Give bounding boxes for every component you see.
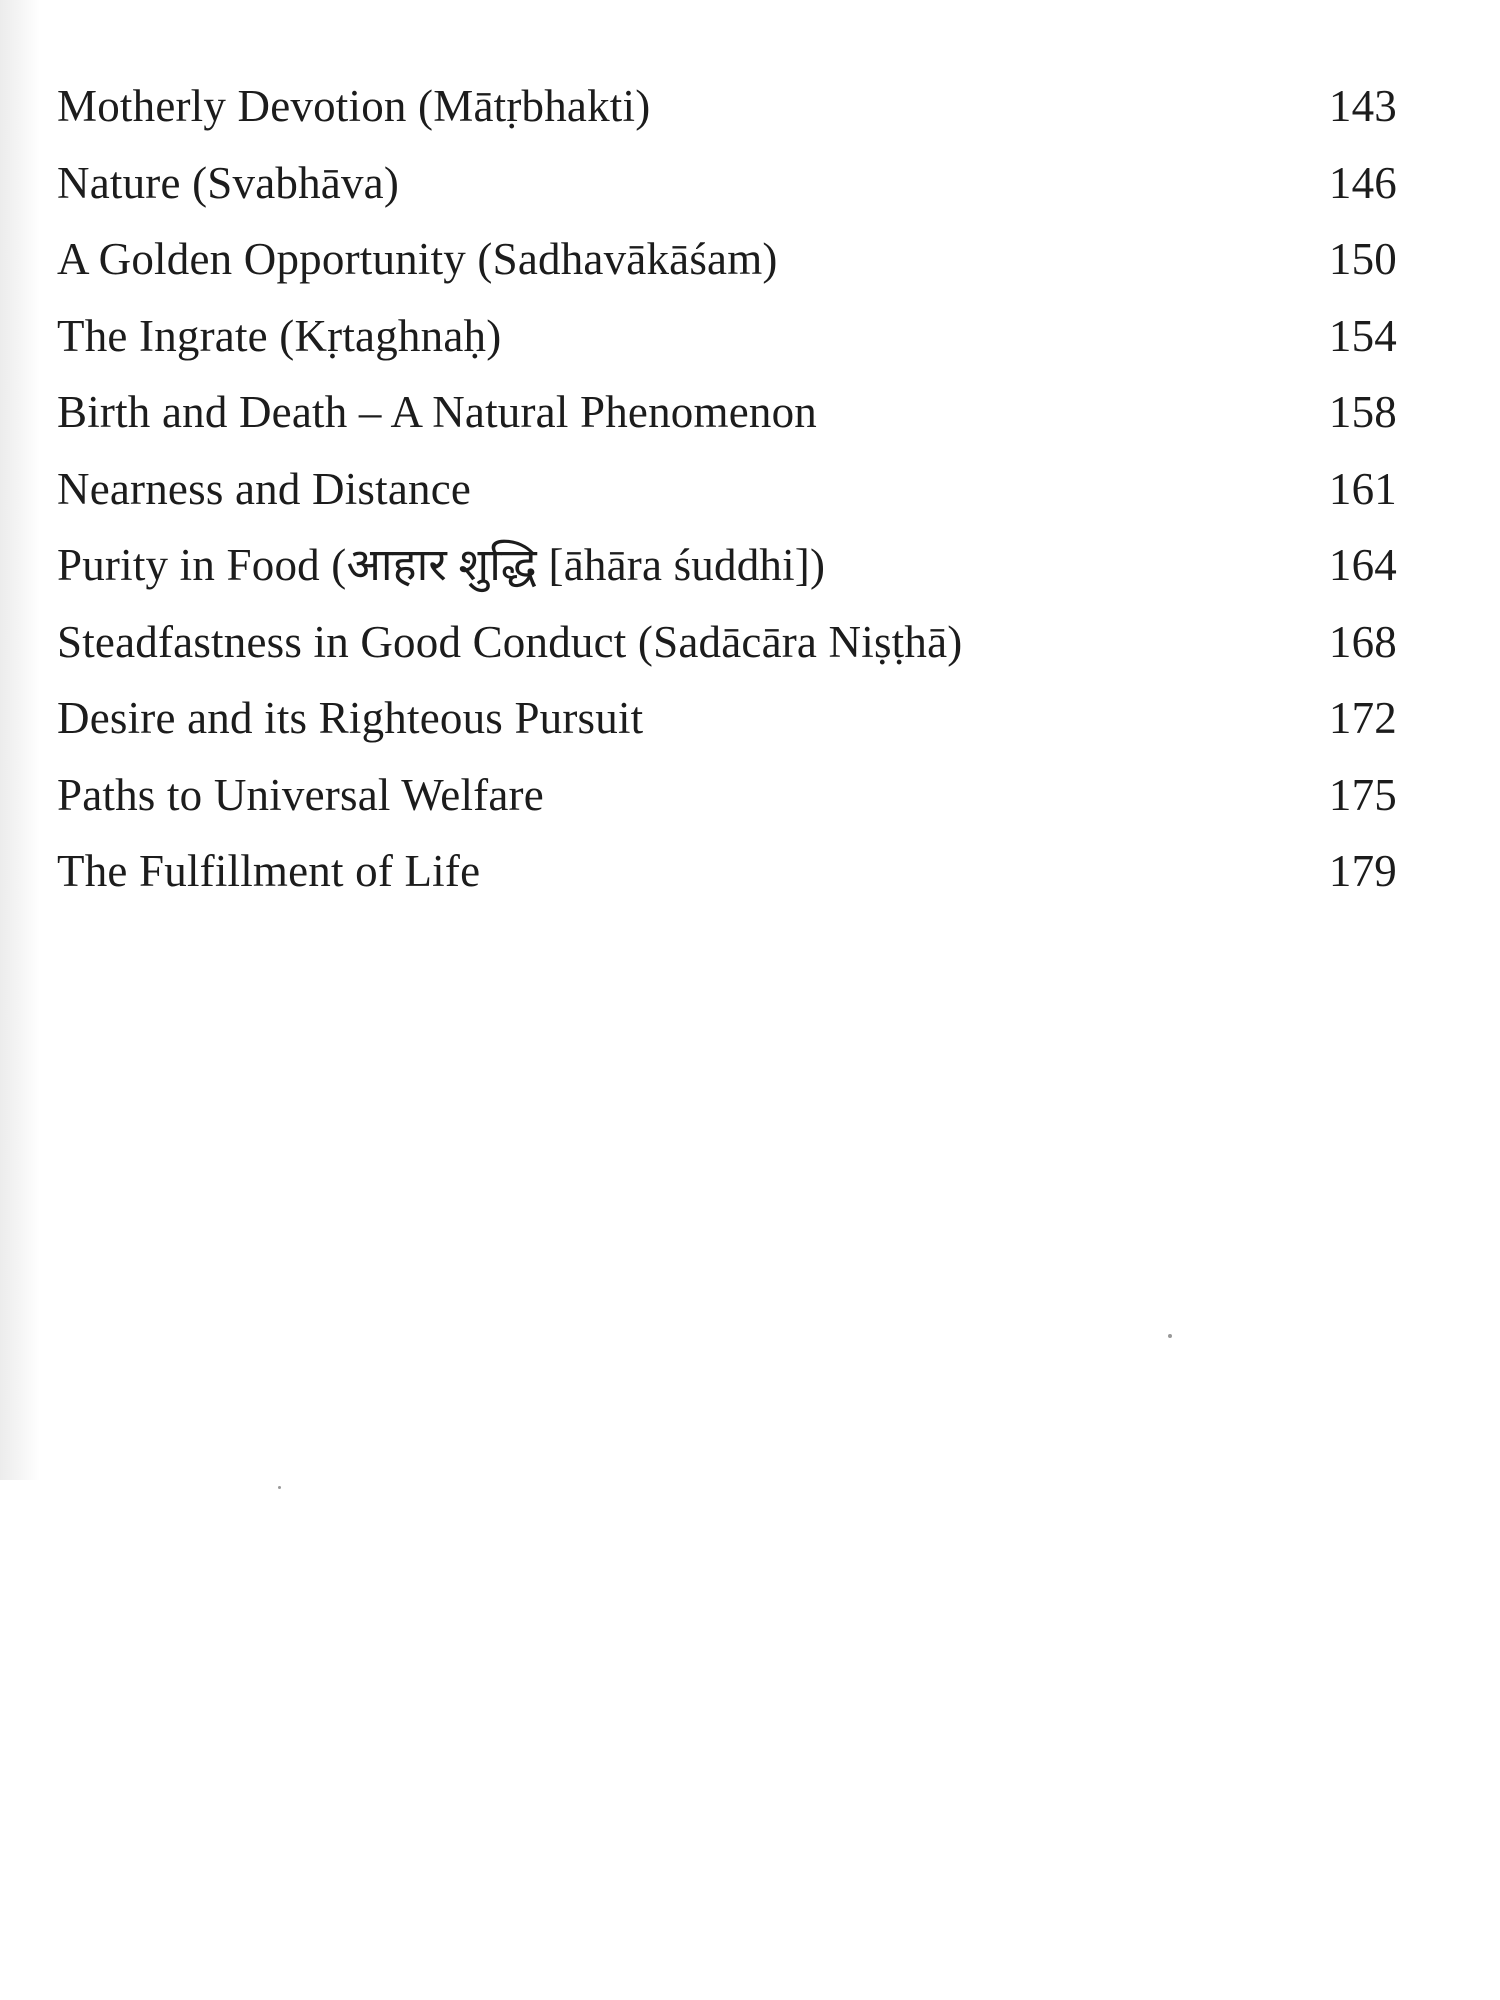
table-of-contents	[57, 68, 1397, 910]
toc-entry	[57, 221, 1397, 298]
toc-entry-page-number: 172	[1328, 693, 1397, 743]
toc-entry-page-number: 146	[1328, 157, 1397, 208]
scan-speck	[1168, 1334, 1172, 1338]
toc-entry	[57, 68, 1397, 145]
scan-speck	[278, 1486, 281, 1489]
toc-entry	[57, 833, 1397, 910]
toc-entry	[57, 757, 1397, 834]
toc-entry-title: Steadfastness in Good Conduct (Sadācāra Niṣṭhā)	[57, 616, 963, 667]
toc-entry-title: Motherly Devotion (Mātṛbhakti)	[57, 81, 651, 131]
toc-entry	[57, 145, 1397, 222]
toc-entry	[57, 604, 1397, 681]
toc-entry-title: The Ingrate (Kṛtaghnaḥ)	[57, 310, 502, 361]
toc-entry-title: Desire and its Righteous Pursuit	[57, 693, 644, 743]
scan-edge-shadow	[0, 0, 40, 1480]
toc-entry-title: Purity in Food (आहार शुद्धि [āhāra śuddhi])	[57, 540, 826, 590]
toc-entry-title: Birth and Death – A Natural Phenomenon	[57, 387, 817, 437]
toc-entry-page-number: 143	[1328, 81, 1397, 131]
toc-entry	[57, 298, 1397, 375]
toc-entry	[57, 527, 1397, 604]
toc-entry-title: A Golden Opportunity (Sadhavākāśam)	[57, 234, 778, 284]
toc-entry	[57, 451, 1397, 528]
toc-entry-title: The Fulfillment of Life	[57, 846, 481, 896]
toc-entry-page-number: 164	[1328, 540, 1397, 590]
toc-entry-page-number: 175	[1328, 769, 1397, 820]
toc-entry-page-number: 154	[1328, 310, 1397, 361]
toc-entry	[57, 374, 1397, 451]
toc-entry-page-number: 158	[1328, 387, 1397, 437]
toc-entry-title: Nearness and Distance	[57, 463, 472, 514]
toc-entry-page-number: 179	[1328, 846, 1397, 896]
toc-entry	[57, 680, 1397, 757]
toc-entry-page-number: 168	[1328, 616, 1397, 667]
toc-entry-page-number: 161	[1328, 463, 1397, 514]
toc-entry-page-number: 150	[1328, 234, 1397, 284]
toc-entry-title: Paths to Universal Welfare	[57, 769, 544, 820]
toc-entry-title: Nature (Svabhāva)	[57, 157, 399, 208]
